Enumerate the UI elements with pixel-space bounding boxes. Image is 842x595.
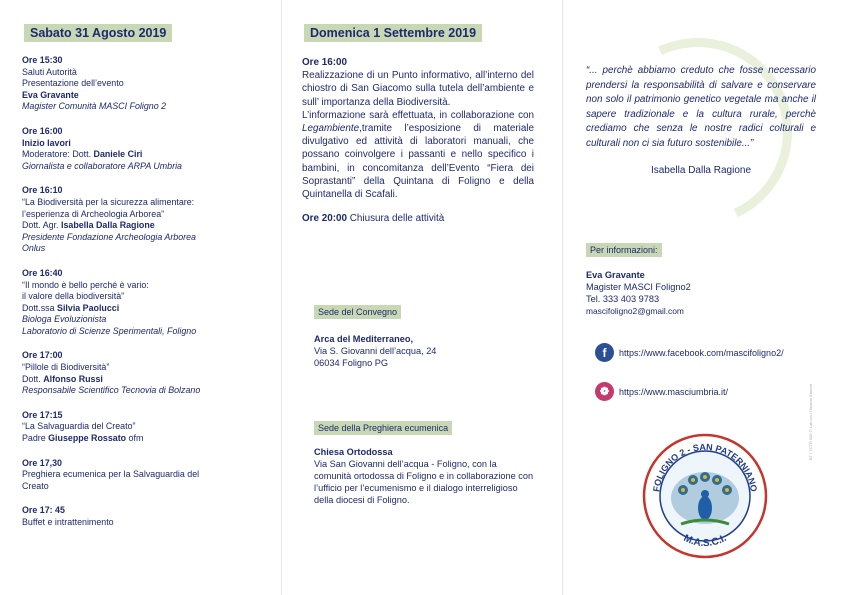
- prayer-section: [314, 418, 536, 506]
- prayer-label: Sede della Preghiera ecumenica: [314, 421, 452, 435]
- speaker-name: Alfonso Russi: [43, 373, 103, 384]
- info-label: Per informazioni:: [586, 243, 662, 257]
- speaker-line: [22, 433, 247, 445]
- item-time: Ore 15:30: [22, 55, 63, 65]
- logo-bottom-text: M.A.S.C.I.: [681, 532, 729, 550]
- speaker-name: Eva Gravante: [22, 89, 79, 100]
- moderator-prefix: Moderatore: Dott.: [22, 149, 94, 160]
- program-item: [22, 350, 247, 396]
- logo-top-text: FOLIGNO 2 - SAN PATERNIANO: [651, 441, 759, 493]
- sunday-program: [302, 56, 534, 225]
- item-time: Ore 16:10: [22, 185, 63, 196]
- speaker-role: Onlus: [22, 243, 46, 254]
- sunday-paragraph-1: Realizzazione di un Punto informativo, all’interno del chiostro di San Giacomo sulla tutela dell’ambiente e sull’ importanza della Biodiversità.: [302, 70, 534, 108]
- speaker-line: [22, 220, 247, 232]
- talk-title: l’esperienza di Archeologia Arborea”: [22, 208, 165, 219]
- program-item: [22, 55, 247, 113]
- legambiente-text: Legambiente: [302, 123, 360, 135]
- item-line: Saluti Autorità: [22, 66, 77, 77]
- peacock-icon: [671, 472, 739, 524]
- masci-logo: [641, 432, 769, 560]
- speaker-name: Giuseppe Rossato: [48, 433, 127, 444]
- item-title: Inizio lavori: [22, 137, 71, 148]
- venue-name: Arca del Mediterraneo,: [314, 334, 414, 344]
- fold-line-2: [562, 0, 563, 595]
- contact-email[interactable]: mascifoligno2@gmail.com: [586, 306, 684, 316]
- closing-text: Chiusura delle attività: [347, 213, 445, 225]
- speaker-line: [22, 374, 247, 386]
- paragraph-part: L’informazione sarà effettuata, in collaborazione con: [302, 109, 534, 121]
- program-item: [22, 268, 247, 338]
- globe-icon[interactable]: ❁: [595, 382, 614, 401]
- item-line: Presentazione dell’evento: [22, 78, 124, 89]
- speaker-role: Magister Comunità MASCI Foligno 2: [22, 101, 167, 112]
- speaker-suffix: ofm: [126, 433, 144, 444]
- speaker-prefix: Dott. Agr.: [22, 220, 61, 231]
- prayer-venue-text: Via San Giovanni dell’acqua - Foligno, con la comunità ortodossa di Foligno e in collaborazione con l’ufficio per l’ecumenismo e il dialogo interreligioso della diocesi di Foligno.: [314, 459, 534, 505]
- item-time: Ore 17:15: [22, 409, 63, 420]
- speaker-prefix: Dott.: [22, 373, 44, 384]
- item-time: Ore 16:40: [22, 267, 63, 278]
- sunday-time: Ore 16:00: [302, 57, 348, 68]
- print-credit: BT / 7CTR 005 © Lab.cm / Dinamo Bianchi: [808, 383, 813, 460]
- facebook-icon[interactable]: f: [595, 343, 614, 362]
- saturday-program: [22, 55, 247, 542]
- item-time: Ore 17:00: [22, 350, 63, 361]
- closing-line: [302, 212, 534, 225]
- talk-title: “Pillole di Biodiversità”: [22, 362, 110, 373]
- venue-label: Sede del Convegno: [314, 305, 401, 319]
- speaker-role: Presidente Fondazione Archeologia Arborea: [22, 231, 196, 242]
- paragraph-part: ,tramite l’esposizione di materiale divulgativo ed attività di laboratori manuali, che possano coinvolgere i passanti e nello specifico i bambini, in concomitanza dell’Evento “Fiera dei Soprastanti” della Quintana di Foligno e della Quintanella di Scafali.: [302, 123, 534, 201]
- quote-author: Isabella Dalla Ragione: [650, 164, 752, 176]
- website-row[interactable]: [595, 382, 728, 401]
- talk-title: il valore della biodiversità”: [22, 291, 125, 302]
- talk-title: “Il mondo è bello perché è vario:: [22, 279, 149, 290]
- speaker-name: Isabella Dalla Ragione: [60, 220, 155, 231]
- item-time: Ore 17,30: [22, 457, 62, 468]
- venue-address: 06034 Foligno PG: [314, 358, 389, 368]
- speaker-prefix: Padre: [22, 433, 49, 444]
- speaker-line: [22, 303, 247, 315]
- talk-title: “La Salvaguardia del Creato”: [22, 421, 136, 432]
- program-item: [22, 126, 247, 172]
- program-item: [22, 185, 247, 255]
- quote-section: [586, 64, 816, 176]
- masci-logo-svg: [641, 432, 769, 560]
- speaker-prefix: Dott.ssa: [22, 302, 58, 313]
- item-line: Preghiera ecumenica per la Salvaguardia del: [22, 469, 200, 480]
- facebook-link[interactable]: https://www.facebook.com/mascifoligno2/: [619, 347, 784, 358]
- moderator-line: [22, 149, 247, 161]
- speaker-role: Giornalista e collaboratore ARPA Umbria: [22, 160, 182, 171]
- contact-name: Eva Gravante: [586, 270, 645, 280]
- venue-section: [314, 302, 534, 369]
- program-item: [22, 505, 247, 528]
- program-item: [22, 410, 247, 445]
- item-time: Ore 16:00: [22, 125, 63, 136]
- talk-title: “La Biodiversità per la sicurezza alimentare:: [22, 196, 195, 207]
- moderator-name: Daniele Ciri: [93, 149, 143, 160]
- item-time: Ore 17: 45: [22, 505, 65, 516]
- sunday-paragraph-2: [302, 109, 534, 201]
- fold-line-1: [281, 0, 282, 595]
- contact-phone: Tel. 333 403 9783: [586, 294, 660, 304]
- item-line: Buffet e intrattenimento: [22, 517, 114, 527]
- item-line: Creato: [22, 480, 49, 491]
- website-link[interactable]: https://www.masciumbria.it/: [619, 386, 729, 397]
- speaker-name: Silvia Paolucci: [57, 302, 120, 313]
- speaker-role: Responsabile Scientifico Tecnovia di Bolzano: [22, 385, 201, 396]
- contact-role: Magister MASCI Foligno2: [586, 282, 691, 292]
- venue-address: Via S. Giovanni dell’acqua, 24: [314, 346, 437, 356]
- prayer-venue-name: Chiesa Ortodossa: [314, 447, 393, 457]
- speaker-role: Biologa Evoluzionista: [22, 314, 107, 325]
- program-item: [22, 458, 247, 493]
- sunday-header: Domenica 1 Settembre 2019: [304, 24, 482, 42]
- facebook-row[interactable]: [595, 343, 784, 362]
- closing-time: Ore 20:00: [302, 213, 348, 225]
- info-section: [586, 240, 816, 317]
- speaker-role: Laboratorio di Scienze Sperimentali, Foligno: [22, 325, 197, 336]
- quote-text: “... perchè abbiamo creduto che fosse necessario prendersi la responsabilità di salvare e conservare non solo il patrimonio genetico vegetale ma anche il sapere tradizionale e la cultura rurale, perchè crediamo che senza le nostre radici colturali e culturali non ci sia futuro sostenibile...”: [586, 65, 816, 149]
- saturday-header: Sabato 31 Agosto 2019: [24, 24, 172, 42]
